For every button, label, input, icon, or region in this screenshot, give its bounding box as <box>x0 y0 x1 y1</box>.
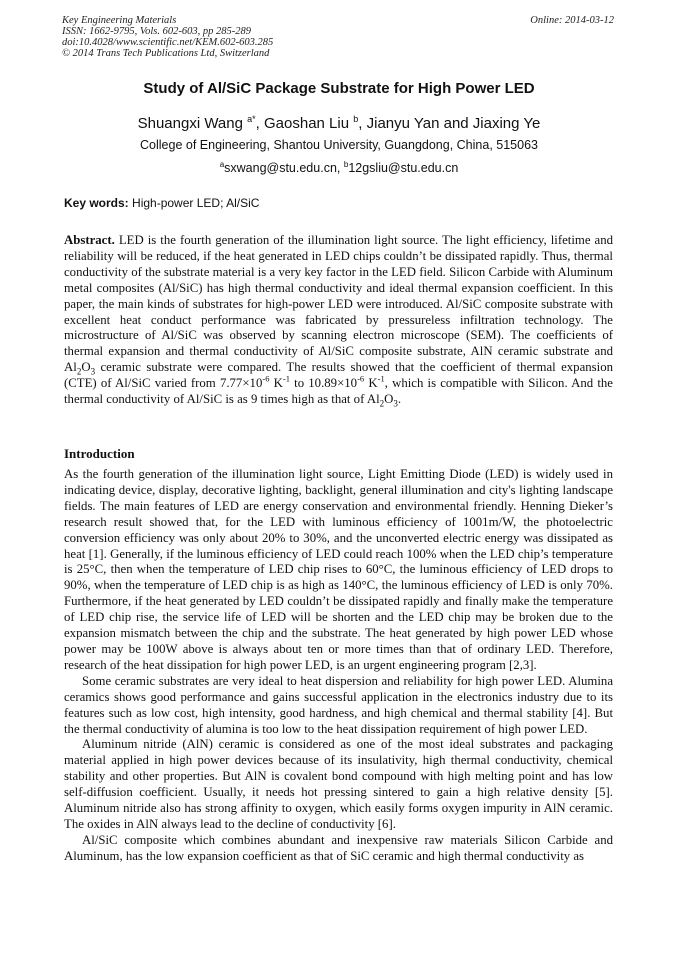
paragraph: As the fourth generation of the illumination light source, Light Emitting Diode (LED) is widely used in indicating device, display, decorative lighting, backlight, general illumination and city's lighting landscape fields. The main features of LED are energy conservation and environmental friendly. Henning Dieker’s research result showed that, for the LED with luminous efficiency of 1001m/W, the photoelectric conversion efficiency was only about 20% to 30%, and the unconverted electric energy was dissipated as heat [1]. Generally, if the luminous efficiency of LED could reach 100% when the LED chip’s temperature is 25°C, then when the temperature of LED chip rises to 60°C, the luminous efficiency of LED drops to 90%, when the temperature of LED chip is as high as 140°C, the luminous efficiency of LED is only 70%. Furthermore, if the heat generated by LED couldn’t be dissipated rapidly and finally make the temperature of LED chip rise, the service life of LED will be shorten and the LED chip may be broken due to the expansion mismatch between the chip and the substrate. The heat generated by high power LED whose power may be 100W above is always about ten or more times than that of ordinary LED. Therefore, research of the heat dissipation for high power LED, is an urgent engineering program [2,3]. <box>64 467 613 672</box>
keywords-label: Key words: <box>64 196 129 210</box>
author-mark: a* <box>247 114 256 124</box>
copyright-line: © 2014 Trans Tech Publications Ltd, Switzerland <box>62 48 270 59</box>
author-name: Shuangxi Wang <box>137 115 243 132</box>
email-address: sxwang@stu.edu.cn, <box>224 161 341 175</box>
abstract-text: LED is the fourth generation of the illumination light source. The light efficiency, lifetime and reliability will be reduced, if the heat generated in LED chips couldn’t be dissipated rapidly. Thus, thermal conductivity of the substrate material is a very key factor in the LED field. Silicon Carbide with Aluminum metal composites (Al/SiC) has high thermal conductivity and ideal thermal expansion coefficient. In this paper, the main kinds of substrates for high-power LED were introduced. Al/SiC composite substrate with excellent heat conduct performance was fabricated by pressureless infiltration technology. The microstructure of Al/SiC was observed by scanning electron microscope (SEM). The coefficients of thermal expansion and thermal conductivity of Al/SiC composite substrate, AlN ceramic substrate and Al <box>64 233 614 375</box>
issn-line: ISSN: 1662-9795, Vols. 602-603, pp 285-289 <box>62 26 251 37</box>
affiliation: College of Engineering, Shantou University, Guangdong, China, 515063 <box>140 138 538 152</box>
author-name: Gaoshan Liu <box>264 115 350 132</box>
email-address: 12gsliu@stu.edu.cn <box>348 161 459 175</box>
abstract-text: O <box>81 360 91 375</box>
author-name: Jianyu Yan and Jiaxing Ye <box>366 115 541 132</box>
abstract-text: K <box>364 376 378 391</box>
section-heading-introduction: Introduction <box>64 446 135 461</box>
paragraph: Aluminum nitride (AlN) ceramic is considered as one of the most ideal substrates and packaging material applied in high power devices because of its insulativity, high thermal conductivity, chemical stability and other properties. But AlN is covalent bond compound with high melting point and has low self-diffusion coefficient. Usually, it needs hot pressing sintered to gain a high relative density [5]. Aluminum nitride also has strong affinity to oxygen, which easily forms oxygen impurity in AlN ceramic. The oxides in AlN always lead to the decline of conductivity [6]. <box>64 737 613 831</box>
journal-name: Key Engineering Materials <box>62 15 177 26</box>
doi-line: doi:10.4028/www.scientific.net/KEM.602-603.285 <box>62 37 274 48</box>
email-mark: b <box>343 159 349 169</box>
paragraph: Al/SiC composite which combines abundant and inexpensive raw materials Silicon Carbide and Aluminum, has the low expansion coefficient as that of SiC ceramic and high thermal conductivity as <box>64 832 613 863</box>
journal-header <box>62 15 273 59</box>
abstract-sub: 2 <box>379 398 385 409</box>
author-list: Shuangxi Wang $^{a*}$, Gaoshan Liu $^b$, Jianyu Yan and Jiaxing Ye <box>137 114 541 132</box>
abstract-label: Abstract. <box>64 233 115 247</box>
abstract-text: O <box>384 392 394 407</box>
abstract-text: , which is compatible with Silicon. And the thermal conductivity of Al/SiC is as 9 times high as that of Al <box>64 376 613 407</box>
paragraph: Some ceramic substrates are very ideal to heat dispersion and reliability for high power LED. Alumina ceramics shows good performance and gains successful application in the electronics industry due to its features such as low cost, high intensity, good hardness, and high chemical and thermal stability [4]. But the thermal conductivity of alumina is too low to the heat dissipation requirement of high power LED. <box>64 673 613 736</box>
abstract-sup: -6 <box>357 373 365 384</box>
abstract-sup: -6 <box>262 373 270 384</box>
email-line <box>0 161 678 175</box>
author-mark: b <box>353 114 359 124</box>
paper-title: Study of Al/SiC Package Substrate for High Power LED <box>143 80 535 97</box>
abstract-sup: -1 <box>377 373 385 384</box>
abstract-sub: 3 <box>393 398 398 409</box>
introduction-body <box>64 467 613 865</box>
abstract-text: ceramic substrate were compared. The results showed that the coefficient of thermal expansion (CTE) of Al/SiC varied from 7.77×10 <box>64 360 613 391</box>
abstract <box>64 233 613 408</box>
abstract-text: K <box>269 376 283 391</box>
abstract-sub: 3 <box>90 366 96 377</box>
abstract-text: to 10.89×10 <box>289 376 358 391</box>
abstract-sub: 2 <box>76 366 82 377</box>
abstract-sup: -1 <box>282 373 290 384</box>
online-date: Online: 2014-03-12 <box>530 15 614 26</box>
keywords <box>64 196 259 210</box>
keywords-text: High-power LED; Al/SiC <box>132 196 260 210</box>
email-mark: a <box>219 159 225 169</box>
abstract-text: . <box>397 392 402 407</box>
